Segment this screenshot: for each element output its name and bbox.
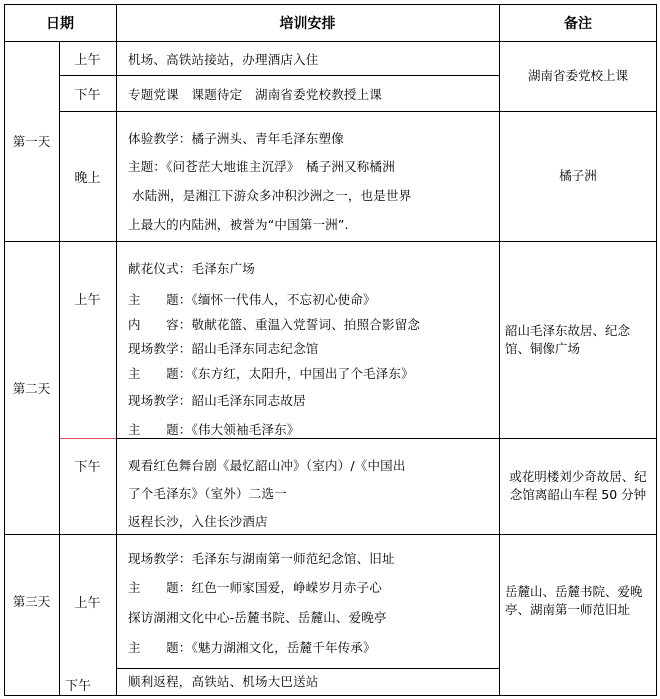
schedule-line: 主 题：《东方红，太阳升，中国出了个毛泽东》: [128, 366, 414, 381]
schedule-line: 机场、高铁站接站，办理酒店入住: [128, 52, 319, 67]
table-border: [59, 111, 657, 112]
table-border: [116, 668, 499, 669]
schedule-line: 献花仪式：毛泽东广场: [128, 261, 256, 276]
schedule-line: 主 题：《魅力湖湘文化，岳麓千年传承》: [128, 640, 376, 655]
schedule-line: 现场教学：毛泽东与湖南第一师范纪念馆、旧址: [128, 551, 395, 566]
table-border: [4, 4, 657, 5]
schedule-cell: [116, 438, 499, 534]
schedule-line: 上最大的内陆洲，被誉为“中国第一洲”.: [128, 217, 349, 232]
header-schedule: 培训安排: [279, 15, 336, 32]
schedule-line: 现场教学：韶山毛泽东同志纪念馆: [128, 341, 319, 356]
table-border: [499, 4, 500, 696]
day-label-1: 第一天: [12, 134, 51, 149]
schedule-line: 现场教学：韶山毛泽东同志故居: [128, 393, 306, 408]
remark-cell: 橘子洲: [559, 168, 597, 183]
period-label: 下午: [74, 460, 101, 475]
schedule-cell: [116, 534, 499, 668]
period-label: 上午: [74, 293, 101, 308]
period-label: 上午: [74, 52, 101, 68]
schedule-cell: [116, 668, 499, 696]
remark-cell: 韶山毛泽东故居、纪念馆、铜像广场: [505, 322, 631, 356]
remark-cell: 岳麓山、岳麓书院、爱晚亭、湖南第一师范旧址: [505, 584, 643, 617]
schedule-line: 主 题：《缅怀一代伟人，不忘初心使命》: [128, 292, 376, 307]
schedule-line: 内 容：敬献花篮、重温入党誓词、拍照合影留念: [128, 317, 421, 332]
schedule-line: 主 题：《伟大领袖毛泽东》: [128, 422, 300, 437]
schedule-cell: [116, 41, 499, 75]
table-border: [59, 438, 116, 439]
schedule-cell: [116, 111, 499, 241]
schedule-line: 主题：《问苍茫大地谁主沉浮》 橘子洲又称橘洲: [128, 159, 395, 174]
schedule-line: 返程长沙，入住长沙酒店: [128, 514, 268, 529]
day-label-2: 第二天: [12, 380, 51, 396]
schedule-line: 观看红色舞台剧《最忆韶山冲》（室内）/《中国出: [128, 458, 406, 473]
header-date: 日期: [46, 15, 74, 32]
schedule-line: 顺利返程，高铁站、机场大巴送站: [128, 674, 319, 689]
schedule-line: 水陆洲，是湘江下游众多冲积沙洲之一，也是世界: [132, 188, 412, 203]
table-border: [4, 241, 657, 242]
header-remarks: 备注: [564, 15, 592, 32]
table-border: [4, 534, 657, 535]
table-border: [59, 75, 499, 76]
period-label: 下午: [65, 679, 92, 694]
table-border: [4, 695, 657, 696]
table-border: [4, 41, 657, 42]
schedule-line: 主 题：红色一师家国爱，峥嵘岁月赤子心: [128, 580, 383, 595]
schedule-table: [4, 4, 657, 696]
schedule-line: 了个毛泽东》（室外）二选一: [128, 486, 287, 501]
remark-cell: 或花明楼刘少奇故居、纪念馆离韶山车程 50 分钟: [509, 469, 647, 502]
period-label: 上午: [74, 595, 101, 611]
schedule-line: 体验教学：橘子洲头、青年毛泽东塑像: [128, 131, 344, 146]
table-border: [116, 438, 657, 439]
table-border: [59, 41, 60, 696]
schedule-line: 探访湖湘文化中心-岳麓书院、岳麓山、爱晚亭: [128, 610, 387, 625]
schedule-cell: [116, 241, 499, 438]
day-label-3: 第三天: [12, 594, 51, 609]
schedule-line: 专题党课 课题待定 湖南省委党校教授上课: [128, 87, 383, 102]
table-border: [116, 4, 117, 696]
period-label: 下午: [74, 87, 101, 103]
period-label: 晚上: [74, 170, 101, 186]
table-border: [4, 4, 5, 696]
remark-cell: 湖南省委党校上课: [527, 68, 628, 83]
table-border: [656, 4, 657, 696]
schedule-cell: [116, 75, 499, 111]
